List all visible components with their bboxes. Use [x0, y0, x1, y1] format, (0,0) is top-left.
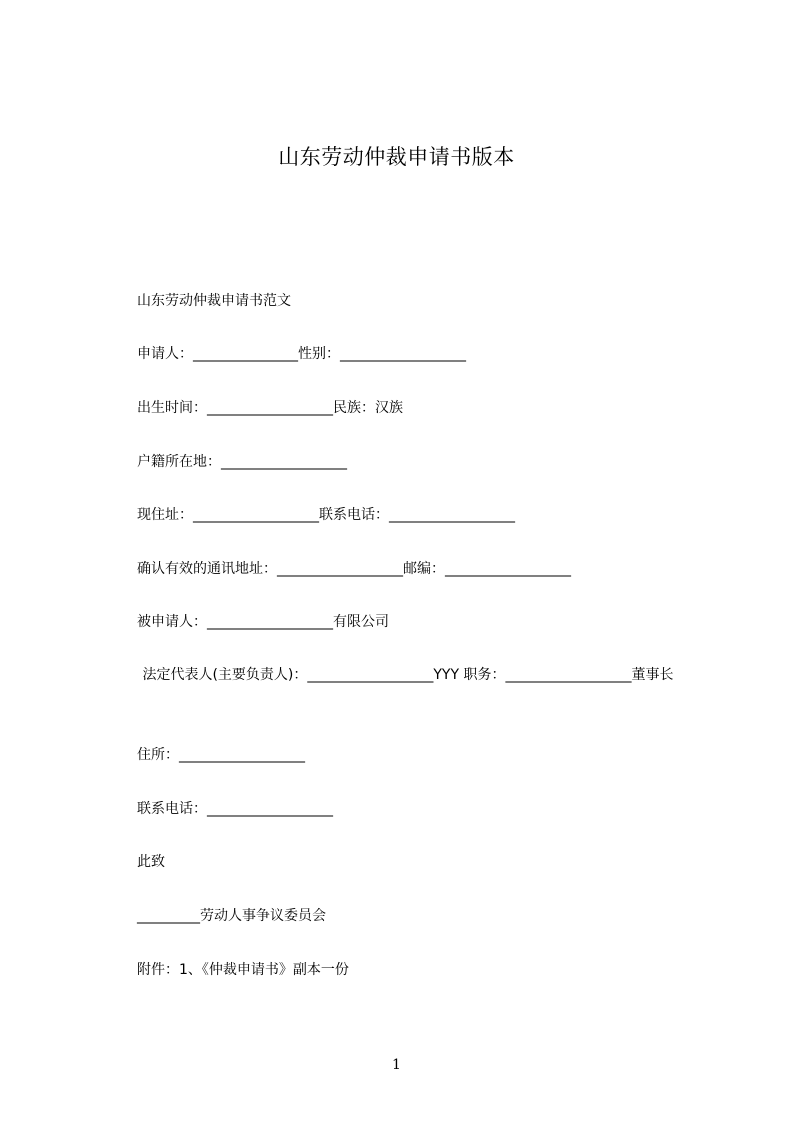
mailing-address-line: 确认有效的通讯地址：__________________邮编：__________________: [137, 561, 571, 577]
applicant-line: 申请人：_______________性别：__________________: [137, 346, 466, 362]
legal-representative-paragraph: [103, 663, 713, 687]
legal-representative-text: 法定代表人(主要负责人)：__________________YYY 职务：__________________董事长: [138, 667, 674, 683]
address-line: 现住址：__________________联系电话：__________________: [137, 507, 515, 523]
respondent-line: 被申请人：__________________有限公司: [137, 614, 389, 630]
household-line: 户籍所在地：__________________: [137, 454, 347, 470]
phone-line: 联系电话：__________________: [137, 801, 333, 817]
residence-line: 住所：__________________: [137, 747, 305, 763]
document-title: 山东劳动仲裁申请书版本: [278, 145, 515, 169]
birth-line: 出生时间：__________________民族：汉族: [137, 400, 403, 416]
attachment-line: 附件：1、《仲裁申请书》副本一份: [137, 962, 349, 978]
committee-line: _________劳动人事争议委员会: [137, 908, 326, 924]
salutation-line: 此致: [137, 854, 165, 870]
document-subtitle: 山东劳动仲裁申请书范文: [137, 293, 291, 309]
page-number: 1: [392, 1057, 401, 1073]
